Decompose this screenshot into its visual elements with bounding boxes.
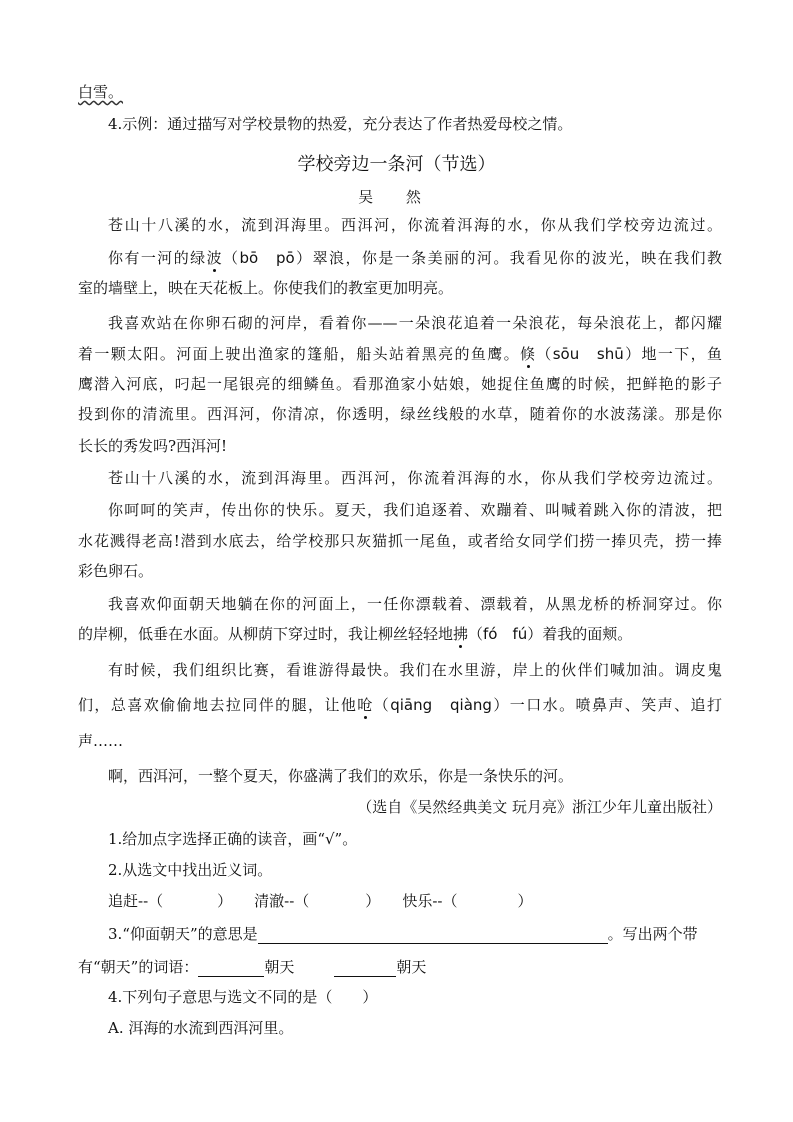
- question-2-blanks: [108, 891, 722, 911]
- text: 一口水。喷鼻声、笑声、追打: [509, 696, 722, 714]
- paragraph-line: 苍山十八溪的水，流到洱海里。西洱河，你流着洱海的水，你从我们学校旁边流过。: [108, 216, 722, 234]
- text: 3.“仰面朝天”的意思是: [108, 925, 258, 943]
- article-title: 学校旁边一条河（节选）: [297, 154, 496, 175]
- question-2: 2.从选文中找出近义词。: [108, 861, 273, 879]
- text: 着一颗太阳。河面上驶出渔家的篷船，船头站着黑亮的鱼鹰。: [78, 345, 520, 363]
- paragraph-line: [78, 344, 722, 364]
- answer-blank[interactable]: [258, 927, 608, 944]
- paragraph-line: 水花溅得老高!潜到水底去，给学校那只灰猫抓一尾鱼，或者给女同学们捞一捧贝壳，捞一捧: [78, 532, 722, 550]
- answer-blank[interactable]: [334, 960, 396, 977]
- answer-text: 白雪。: [78, 83, 124, 101]
- text: 。写出两个带: [607, 925, 698, 943]
- text: 的岸柳，低垂在水面。从柳荫下穿过时，我让柳丝轻轻地: [78, 625, 454, 643]
- paragraph-line: 苍山十八溪的水，流到洱海里。西洱河，你流着洱海的水，你从我们学校旁边流过。: [108, 469, 722, 487]
- paragraph-line: 鹰潜入河底，叼起一尾银亮的细鳞鱼。看那渔家小姑娘，她捉住鱼鹰的时候，把鲜艳的影子: [78, 375, 722, 393]
- paren: ）: [365, 892, 381, 910]
- question-1: 1.给加点字选择正确的读音，画“√”。: [108, 830, 358, 848]
- paragraph-line: [78, 624, 722, 644]
- previous-answer-tail: [78, 82, 722, 102]
- paragraph-line: 长长的秀发吗?西洱河!: [78, 437, 228, 455]
- dotted-char: 波: [206, 249, 224, 267]
- paragraph-line: 你呵呵的笑声，传出你的快乐。夏天，我们追逐着、欢蹦着、叫喊着跳入你的清波，把: [108, 501, 722, 519]
- paragraph-line: 我喜欢站在你卵石砌的河岸，看着你——一朵浪花追着一朵浪花，每朵浪花上，都闪耀: [108, 314, 722, 332]
- synonym-label: 清澈--（: [254, 892, 310, 910]
- paragraph-line: [108, 248, 722, 268]
- pinyin-options: （qiāng qiàng）: [373, 696, 510, 714]
- paragraph-line: [78, 695, 722, 715]
- previous-answer-4: 4.示例：通过描写对学校景物的热爱，充分表达了作者热爱母校之情。: [108, 115, 573, 133]
- text: 们，总喜欢偷偷地去拉同伴的腿，让他: [78, 696, 358, 714]
- paragraph-line: 彩色卵石。: [78, 562, 154, 580]
- question-3: [108, 924, 722, 944]
- text: 地一下，鱼: [641, 345, 722, 363]
- text: 有“朝天”的词语：: [78, 958, 199, 976]
- paragraph-line: 室的墙壁上，映在天花板上。你使我们的教室更加明亮。: [78, 279, 454, 297]
- answer-blank[interactable]: [198, 960, 264, 977]
- pinyin-options: （bō pō）: [223, 249, 313, 267]
- paragraph-line: 我喜欢仰面朝天地躺在你的河面上，一任你漂载着、漂载着，从黑龙桥的桥洞穿过。你: [108, 595, 722, 613]
- paragraph-line: 声……: [78, 732, 124, 750]
- question-3-cont: [78, 957, 722, 977]
- paragraph-line: 投到你的清流里。西洱河，你清凉，你透明，绿丝线般的水草，随着你的水波荡漾。那是你: [78, 405, 722, 423]
- dotted-char: 呛: [357, 696, 374, 714]
- text: 你有一河的绿: [108, 249, 207, 267]
- synonym-label: 快乐--（: [402, 892, 458, 910]
- paragraph-line: 有时候，我们组织比赛，看谁游得最快。我们在水里游，岸上的伙伴们喊加油。调皮鬼: [108, 661, 722, 679]
- paren: ）: [217, 892, 233, 910]
- text: 着我的面颊。: [542, 625, 633, 643]
- text: 朝天: [264, 958, 295, 976]
- paren: ）: [517, 892, 533, 910]
- dotted-char: 倏: [519, 345, 537, 363]
- dotted-char: 拂: [453, 625, 469, 643]
- synonym-label: 追赶--（: [108, 892, 164, 910]
- article-author: 吴 然: [358, 188, 435, 206]
- text: 翠浪，你是一条美丽的河。我看见你的波光，映在我们教: [312, 249, 722, 267]
- option-a: A. 洱海的水流到西洱河里。: [108, 1019, 294, 1037]
- pinyin-options: （fó fú）: [468, 625, 543, 643]
- source-citation: （选自《吴然经典美文 玩月亮》浙江少年儿童出版社）: [357, 798, 722, 816]
- pinyin-options: （sōu shū）: [536, 345, 642, 363]
- paragraph-line: 啊，西洱河，一整个夏天，你盛满了我们的欢乐，你是一条快乐的河。: [108, 767, 574, 785]
- text: 朝天: [396, 958, 427, 976]
- question-4: 4.下列句子意思与选文不同的是（ ）: [108, 988, 378, 1006]
